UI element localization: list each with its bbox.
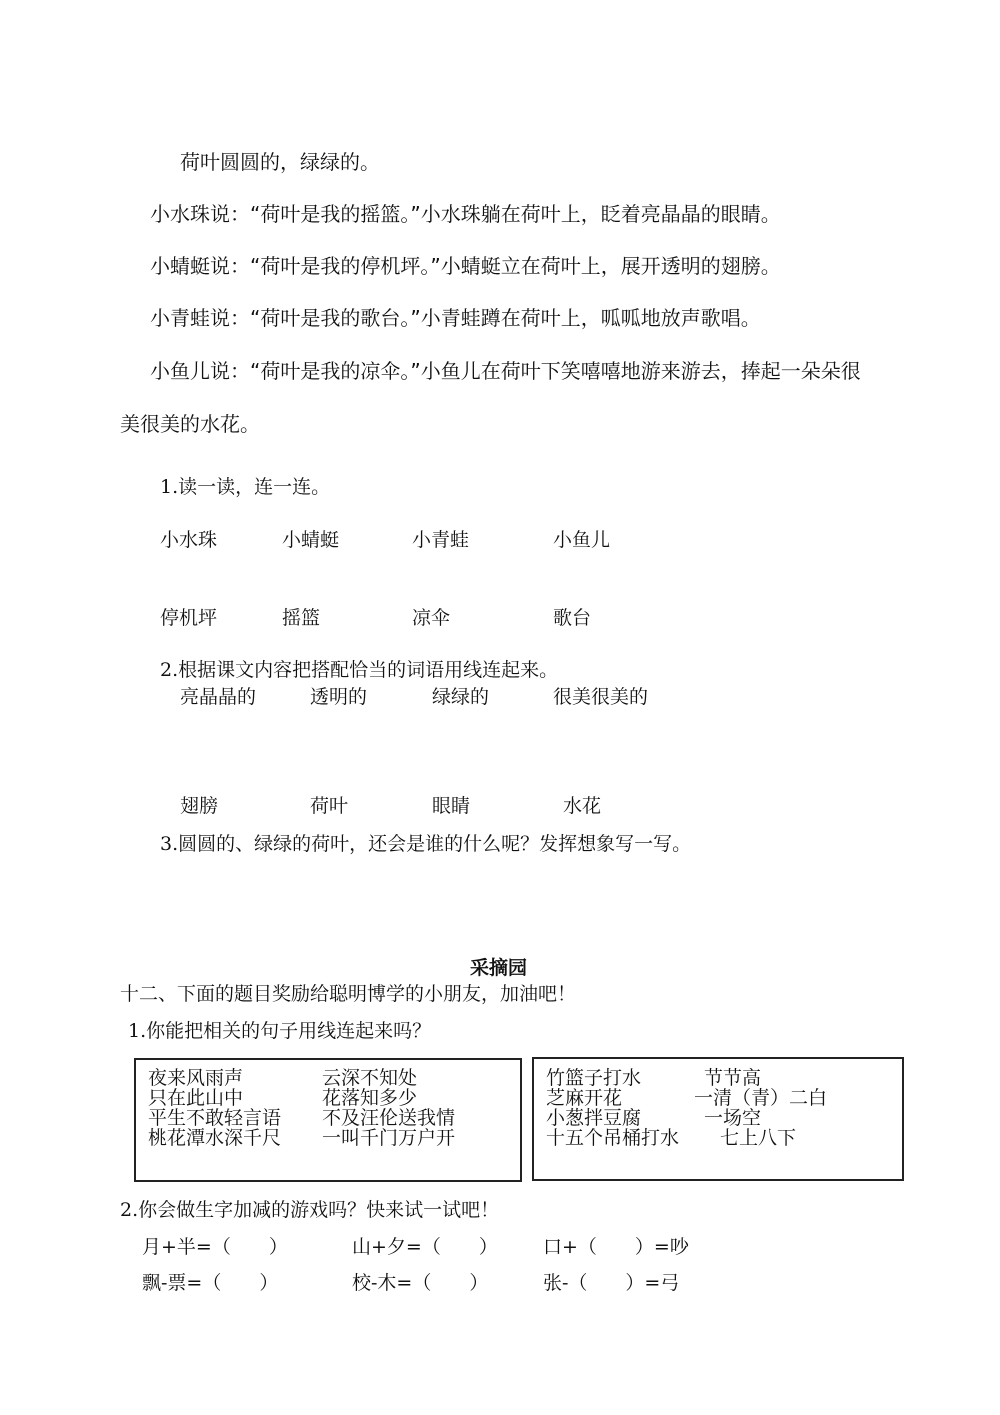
q1-top-word: 小青蛙 [412, 529, 470, 551]
q2-bottom-word: 翅膀 [180, 795, 219, 817]
q1-bottom-word: 凉伞 [412, 607, 451, 629]
box-right-item: 不及汪伦送我情 [322, 1107, 456, 1129]
equation: 校-木=（ ） [352, 1272, 489, 1294]
left-matching-box [134, 1058, 522, 1182]
q2-bottom-word: 荷叶 [310, 795, 349, 817]
section-title: 采摘园 [470, 957, 528, 979]
box-right-item: 节节高 [704, 1067, 762, 1089]
box-left-item: 桃花潭水深千尺 [148, 1127, 282, 1149]
q2-bottom-word: 眼睛 [432, 795, 471, 817]
passage-paragraph-3: 小蜻蜓说：“荷叶是我的停机坪。”小蜻蜓立在荷叶上，展开透明的翅膀。 [150, 254, 781, 278]
sub-question-2-label: 2.你会做生字加减的游戏吗？快来试一试吧！ [120, 1199, 500, 1221]
equation: 山+夕=（ ） [352, 1236, 498, 1258]
box-right-item: 一清（青）二白 [694, 1087, 828, 1109]
passage-paragraph-5: 小鱼儿说：“荷叶是我的凉伞。”小鱼儿在荷叶下笑嘻嘻地游来游去，捧起一朵朵很 [150, 359, 861, 383]
box-left-item: 平生不敢轻言语 [148, 1107, 282, 1129]
q2-top-word: 亮晶晶的 [180, 686, 257, 708]
box-left-item: 只在此山中 [148, 1087, 244, 1109]
box-left-item: 竹篮子打水 [546, 1067, 642, 1089]
q1-bottom-word: 摇篮 [282, 607, 321, 629]
passage-paragraph-5-cont: 美很美的水花。 [120, 412, 260, 436]
box-right-item: 花落知多少 [322, 1087, 418, 1109]
q1-top-word: 小水珠 [160, 529, 218, 551]
box-left-item: 夜来风雨声 [148, 1067, 244, 1089]
q2-top-word: 透明的 [310, 686, 368, 708]
box-right-item: 一场空 [704, 1107, 762, 1129]
q1-bottom-word: 停机坪 [160, 607, 218, 629]
equation: 张-（ ）=弓 [543, 1272, 680, 1294]
box-right-item: 云深不知处 [322, 1067, 418, 1089]
question-3-label: 3.圆圆的、绿绿的荷叶，还会是谁的什么呢？发挥想象写一写。 [160, 833, 692, 855]
question-2-label: 2.根据课文内容把搭配恰当的词语用线连起来。 [160, 659, 559, 681]
box-left-item: 十五个吊桶打水 [546, 1127, 680, 1149]
box-right-item: 一叫千门万户开 [322, 1127, 456, 1149]
question-1-label: 1.读一读，连一连。 [160, 476, 331, 498]
box-right-item: 七上八下 [720, 1127, 797, 1149]
passage-paragraph-4: 小青蛙说：“荷叶是我的歌台。”小青蛙蹲在荷叶上，呱呱地放声歌唱。 [150, 306, 761, 330]
passage-paragraph-2: 小水珠说：“荷叶是我的摇篮。”小水珠躺在荷叶上，眨着亮晶晶的眼睛。 [150, 202, 781, 226]
q1-top-word: 小鱼儿 [553, 529, 611, 551]
q1-bottom-word: 歌台 [553, 607, 592, 629]
section-heading: 十二、下面的题目奖励给聪明博学的小朋友，加油吧！ [120, 983, 577, 1005]
q1-top-word: 小蜻蜓 [282, 529, 340, 551]
box-left-item: 芝麻开花 [546, 1087, 623, 1109]
right-matching-box [532, 1057, 904, 1181]
box-left-item: 小葱拌豆腐 [546, 1107, 642, 1129]
passage-paragraph-1: 荷叶圆圆的，绿绿的。 [180, 150, 380, 174]
q2-top-word: 绿绿的 [432, 686, 490, 708]
equation: 口+（ ）=吵 [543, 1236, 689, 1258]
sub-question-1-label: 1.你能把相关的句子用线连起来吗？ [128, 1020, 432, 1042]
q2-bottom-word: 水花 [563, 795, 602, 817]
q2-top-word: 很美很美的 [553, 686, 649, 708]
equation: 飘-票=（ ） [142, 1272, 279, 1294]
equation: 月+半=（ ） [142, 1236, 288, 1258]
